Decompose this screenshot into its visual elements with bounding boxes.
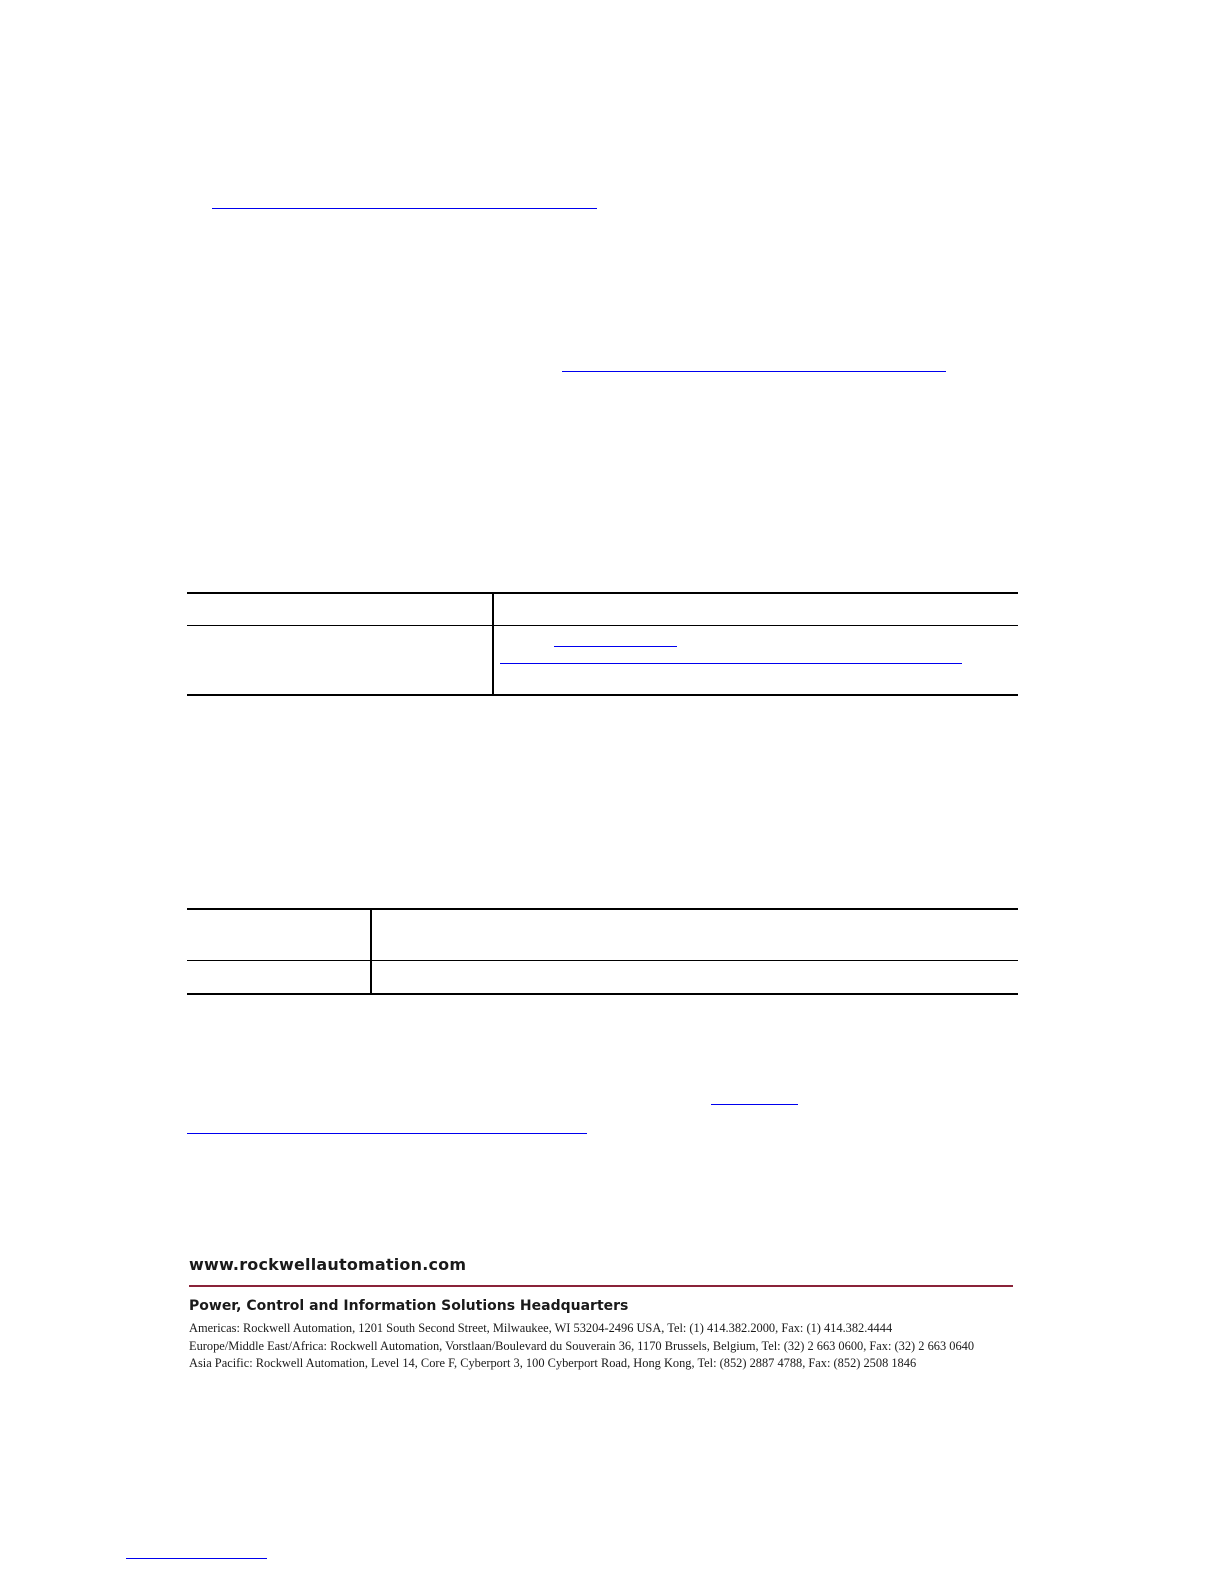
table-1-header-rule [187, 625, 1018, 626]
footer-website-url[interactable]: www.rockwellautomation.com [189, 1255, 467, 1274]
footer-divider [189, 1285, 1013, 1287]
page-footer [189, 1254, 1015, 1373]
table-1-column-divider [492, 592, 494, 696]
hyperlink-underline-2[interactable] [562, 371, 946, 372]
table-1-link-underline-1[interactable] [554, 646, 677, 647]
table-1-bottom-rule [187, 694, 1018, 696]
table-2-header-rule [187, 960, 1018, 961]
footer-headquarters-title: Power, Control and Information Solutions Headquarters [189, 1298, 629, 1314]
hyperlink-underline-3[interactable] [711, 1104, 798, 1105]
table-2-column-divider [370, 908, 372, 995]
footer-address-emea: Europe/Middle East/Africa: Rockwell Automation, Vorstlaan/Boulevard du Souverain 36, 1170 Brussels, Belgium, Tel: (32) 2 663 0600, Fax: (32) 2 663 0640 [189, 1338, 975, 1353]
hyperlink-underline-5[interactable] [126, 1558, 267, 1559]
table-2-top-rule [187, 908, 1018, 910]
footer-address-americas: Americas: Rockwell Automation, 1201 South Second Street, Milwaukee, WI 53204-2496 USA, Tel: (1) 414.382.2000, Fax: (1) 414.382.4444 [189, 1321, 893, 1335]
footer-address-asia-pacific: Asia Pacific: Rockwell Automation, Level 14, Core F, Cyberport 3, 100 Cyberport Road, Hong Kong, Tel: (852) 2887 4788, Fax: (852) 2508 1846 [189, 1356, 917, 1371]
table-1-top-rule [187, 592, 1018, 594]
table-2-bottom-rule [187, 993, 1018, 995]
table-1-link-underline-2[interactable] [500, 663, 962, 664]
hyperlink-underline-1[interactable] [212, 208, 597, 209]
hyperlink-underline-4[interactable] [187, 1133, 587, 1134]
